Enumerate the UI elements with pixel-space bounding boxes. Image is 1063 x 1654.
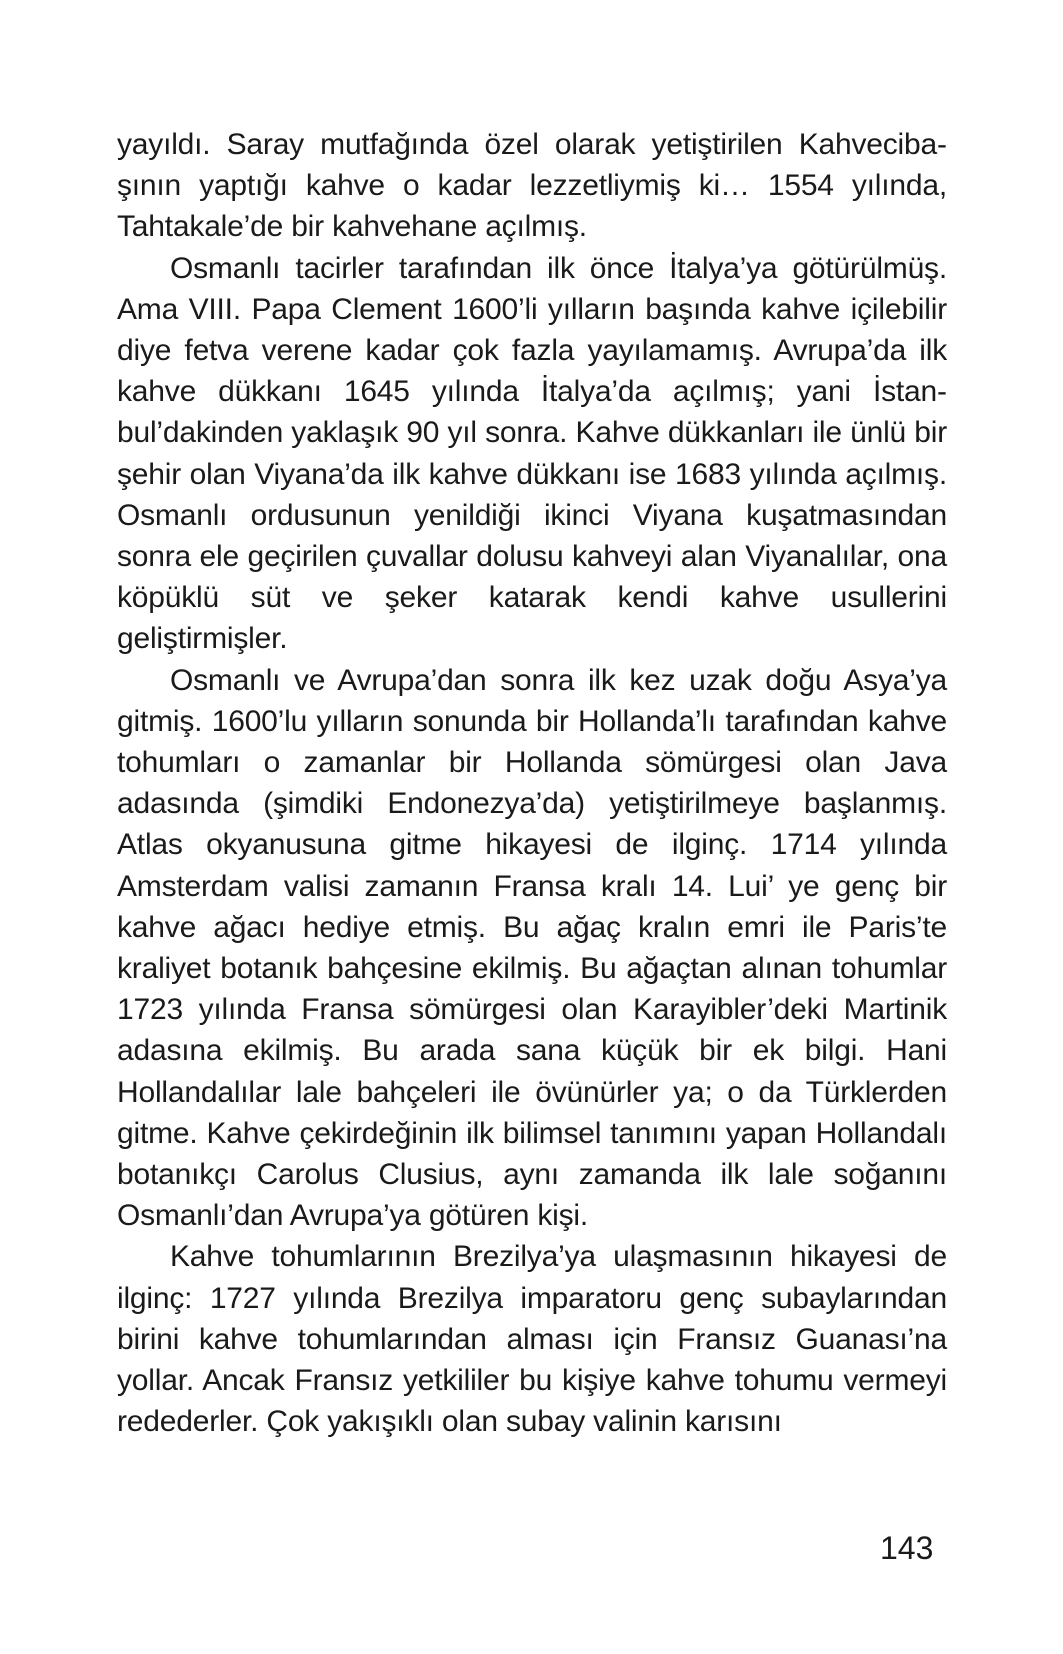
paragraph-italy-europe: Osmanlı tacirler tarafından ilk önce İtalya’ya götürülmüş. Ama VIII. Papa Clement 1600’li yılların başında kahve içilebilir diye fetva verene kadar çok fazla yayılamamış. Avrupa’da ilk kahve dükkanı 1645 yılında İtalya’da açılmış; yani İstanbul’dakinden yaklaşık 90 yıl sonra. Kahve dükkanları ile ünlü bir şehir olan Viyana’da ilk kahve dükkanı ise 1683 yılında açılmış. Osmanlı ordusunun yenildiği ikinci Viyana kuşatmasından sonra ele geçirilen çuvallar dolusu kahveyi alan Viyanalılar, ona köpüklü süt ve şeker katarak kendi kahve usullerini geliştirmişler. [117, 251, 947, 656]
paragraph-continuation: yayıldı. Saray mutfağında özel olarak yetiştirilen Kahvecibaşının yaptığı kahve o kadar lezzetliymiş ki… 1554 yılında, Tahtakale’de bir kahvehane açılmış. [117, 128, 947, 244]
paragraph-brazil: Kahve tohumlarının Brezilya’ya ulaşmasının hikayesi de ilginç: 1727 yılında Brezilya imparatoru genç subaylarından birini kahve tohumlarından alması için Fransız Guanası’na yollar. Ancak Fransız yetkililer bu kişiye kahve tohumu vermeyi redederler. Çok yakışıklı olan subay valinin karısını [117, 1240, 947, 1439]
body-text [117, 124, 947, 1443]
paragraph-asia-atlantic: Osmanlı ve Avrupa’dan sonra ilk kez uzak doğu Asya’ya gitmiş. 1600’lu yılların sonunda bir Hollanda’lı tarafından kahve tohumları o zamanlar bir Hollanda sömürgesi olan Java adasında (şimdiki Endonezya’da) yetiştirilmeye başlanmış. Atlas okyanusuna gitme hikayesi de ilginç. 1714 yılında Amsterdam valisi zamanın Fransa kralı 14. Lui’ ye genç bir kahve ağacı hediye etmiş. Bu ağaç kralın emri ile Paris’te kraliyet botanık bahçesine ekilmiş. Bu ağaçtan alınan tohumlar 1723 yılında Fransa sömürgesi olan Karayibler’deki Martinik adasına ekilmiş. Bu arada sana küçük bir ek bilgi. Hani Hollandalılar lale bahçeleri ile övünürler ya; o da Türklerden gitme. Kahve çekirdeğinin ilk bilimsel tanımını yapan Hollandalı botanıkçı Carolus Clusius, aynı zamanda ilk lale soğanını Osmanlı’dan Avrupa’ya götüren kişi. [117, 663, 947, 1233]
page-number: 143 [880, 1530, 934, 1566]
